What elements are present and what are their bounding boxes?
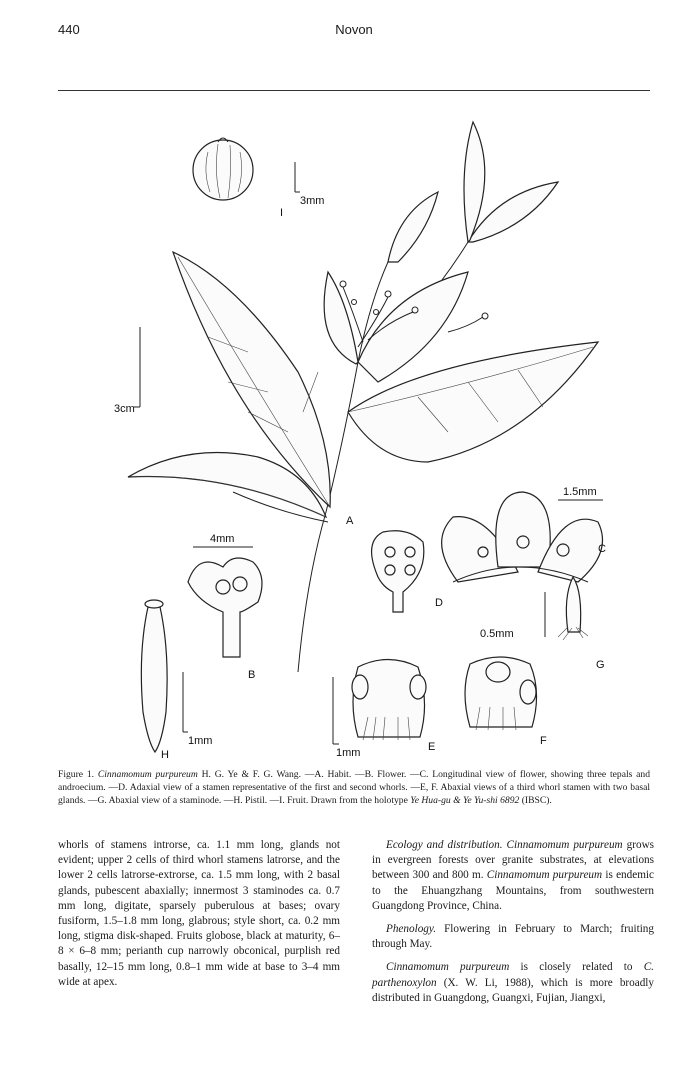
panel-label-a: A	[346, 515, 354, 527]
relationship-paragraph	[372, 960, 654, 1006]
phenology-paragraph	[372, 922, 654, 952]
left-column	[58, 838, 340, 998]
fruit-drawing	[193, 138, 324, 219]
ecology-text-1: grows in evergreen forests over granite substrates, at elevations between 300 and 800 m.	[372, 839, 655, 882]
pistil-drawing	[141, 600, 212, 761]
relationship-text-2: (X. W. Li, 1988), which is more broadly distributed in Guangdong, Guangxi, Fujian, Jiangxi,	[372, 976, 654, 1004]
scale-bar-i: 3mm	[300, 195, 325, 207]
phenology-text: Flowering in February to March; fruiting through May.	[372, 923, 654, 951]
habit-drawing	[114, 122, 598, 672]
panel-label-c: C	[598, 543, 606, 555]
scale-bar-b: 4mm	[210, 533, 235, 545]
phenology-heading: Phenology.	[386, 923, 437, 936]
ecology-heading: Ecology and distribution.	[386, 839, 503, 851]
scale-bar-g: 0.5mm	[480, 628, 514, 640]
caption-text: H. G. Ye & F. G. Wang. —A. Habit. —B. Flower. —C. Longitudinal view of flower, showing three tepals and androecium. —D. Adaxial view of a stamen representative of the first and second whorls. —E, F. Abaxial views of a third whorl stamen with two basal glands. —G. Abaxial view of a staminode. —H. Pistil. —I. Fruit. Drawn from the holotype	[58, 769, 651, 806]
caption-herbarium: (IBSC).	[519, 795, 552, 806]
running-header	[58, 22, 650, 46]
panel-label-i: I	[280, 207, 284, 219]
header-rule	[58, 90, 650, 91]
ecology-species: Cinnamomum purpureum	[506, 839, 623, 851]
ecology-paragraph	[372, 838, 654, 914]
relationship-text-1: is closely related to	[509, 961, 644, 974]
scale-bar-h: 1mm	[188, 735, 213, 747]
journal-title: Novon	[335, 22, 373, 37]
panel-label-e: E	[428, 741, 436, 753]
figure-caption	[58, 768, 650, 807]
ecology-species-2: Cinnamomum purpureum	[486, 869, 603, 882]
botanical-illustration	[58, 112, 650, 764]
relationship-species: Cinnamomum purpureum	[386, 961, 510, 974]
panel-label-h: H	[161, 749, 169, 761]
caption-holotype: Ye Hua-gu & Ye Yu-shi 6892	[410, 795, 520, 806]
stamen-first-whorl-drawing	[372, 531, 443, 612]
stamen-third-whorl-e-drawing	[333, 660, 435, 760]
panel-label-b: B	[248, 669, 256, 681]
scale-bar-e: 1mm	[336, 747, 361, 759]
stamen-third-whorl-f-drawing	[465, 657, 547, 747]
caption-species: Cinnamomum purpureum	[97, 769, 198, 780]
ecology-text-2: is endemic to the Ehuangzhang Mountains, from southwestern Guangdong Province, China.	[372, 869, 654, 912]
flower-drawing	[188, 533, 262, 681]
longitudinal-flower-drawing	[442, 486, 606, 582]
scale-bar-c: 1.5mm	[563, 486, 597, 498]
figure-number: Figure 1.	[58, 769, 95, 780]
panel-label-f: F	[540, 735, 547, 747]
panel-label-g: G	[596, 659, 605, 671]
panel-label-d: D	[435, 597, 443, 609]
plant-drawing	[58, 112, 650, 764]
description-paragraph: whorls of stamens introrse, ca. 1.1 mm long, glands not evident; upper 2 cells of third whorl stamens latrorse, and the lower 2 cells latrorse-extrorse, ca. 1.5 mm long, with 2 basal glands, pubescent abaxially; innermost 3 staminodes ca. 0.7 mm long, digitate, sparsely puberulous at bases; ovary fusiform, 1.5–1.8 mm long, glabrous; style short, ca. 0.2 mm long, stigma disk-shaped. Fruits globose, black at maturity, 6–8 × 6–8 mm; perianth cup narrowly obconical, purplish red basally, 12–15 mm long, 0.8–1 mm wide at base to 3–4 mm wide at apex.	[58, 839, 340, 988]
page-number: 440	[58, 22, 80, 37]
scale-bar-a: 3cm	[114, 403, 135, 415]
relationship-species-2: C. parthenoxylon	[372, 961, 654, 989]
right-column	[372, 838, 654, 1014]
